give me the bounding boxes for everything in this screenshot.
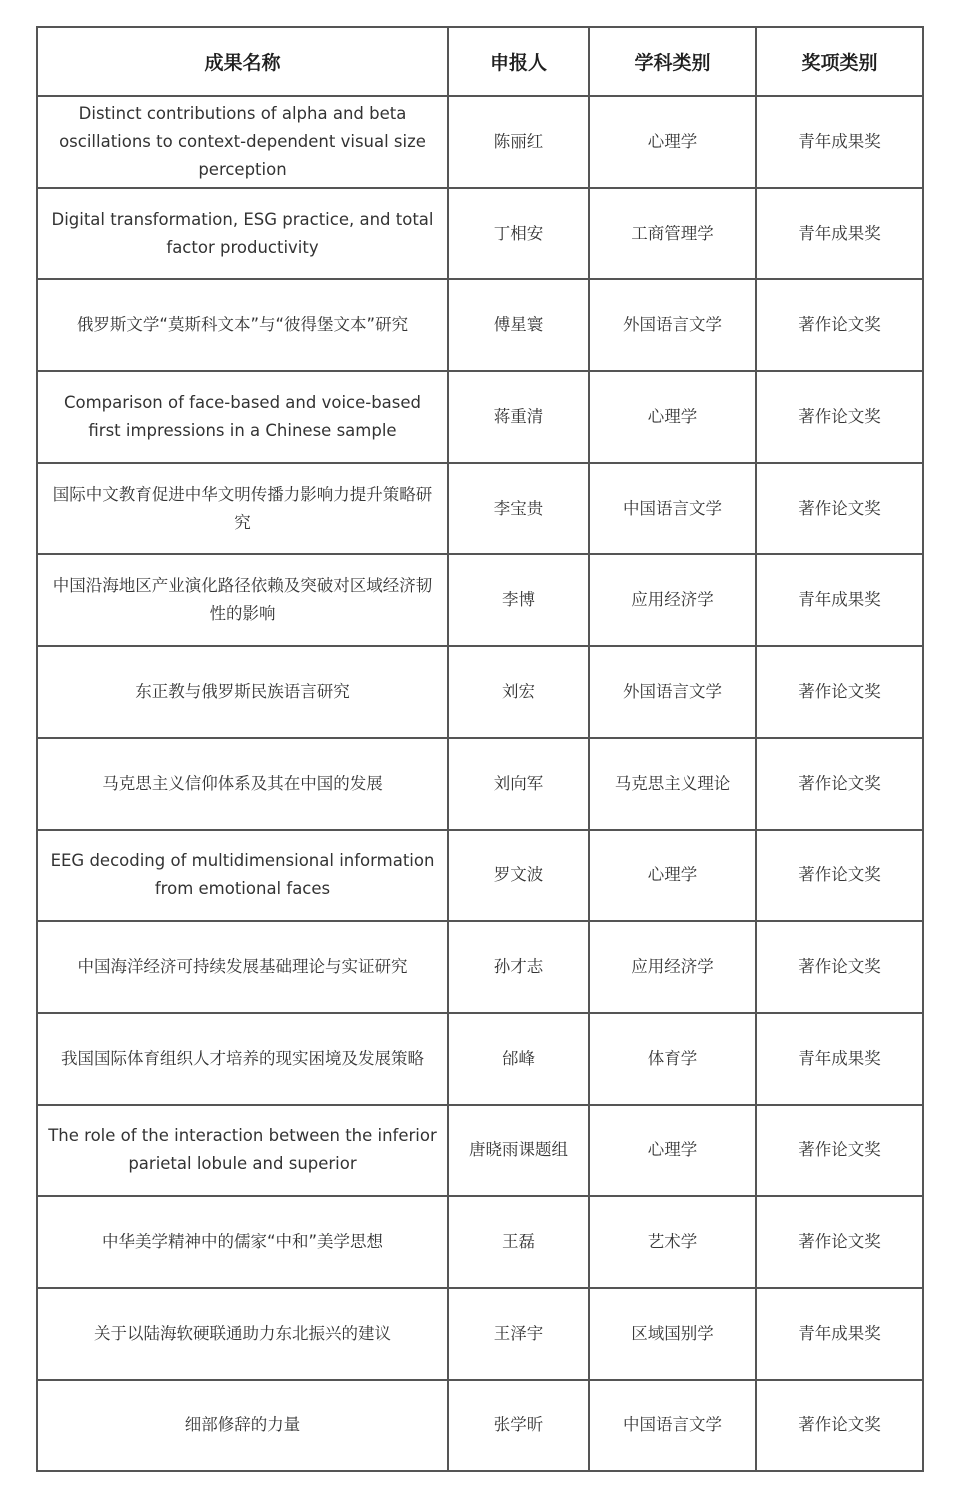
cell-award: 著作论文奖 (756, 1380, 923, 1472)
table-row (37, 1196, 923, 1288)
table-row (37, 830, 923, 922)
cell-discipline: 心理学 (589, 830, 756, 922)
cell-applicant: 李宝贵 (448, 463, 589, 555)
cell-discipline: 外国语言文学 (589, 646, 756, 738)
header-applicant: 申报人 (448, 27, 589, 96)
table-row (37, 646, 923, 738)
cell-title: 东正教与俄罗斯民族语言研究 (37, 646, 448, 738)
table-row (37, 463, 923, 555)
table-row (37, 279, 923, 371)
cell-applicant: 刘宏 (448, 646, 589, 738)
cell-title: 马克思主义信仰体系及其在中国的发展 (37, 738, 448, 830)
cell-title: 中华美学精神中的儒家“中和”美学思想 (37, 1196, 448, 1288)
cell-award: 青年成果奖 (756, 188, 923, 280)
cell-award: 著作论文奖 (756, 1105, 923, 1197)
cell-title: 细部修辞的力量 (37, 1380, 448, 1472)
cell-title: 国际中文教育促进中华文明传播力影响力提升策略研究 (37, 463, 448, 555)
cell-title: Digital transformation, ESG practice, and total factor productivity (37, 188, 448, 280)
cell-award: 著作论文奖 (756, 463, 923, 555)
cell-applicant: 刘向军 (448, 738, 589, 830)
cell-discipline: 心理学 (589, 96, 756, 188)
cell-applicant: 唐晓雨课题组 (448, 1105, 589, 1197)
table-row (37, 96, 923, 188)
cell-award: 著作论文奖 (756, 371, 923, 463)
cell-applicant: 陈丽红 (448, 96, 589, 188)
table-row (37, 1105, 923, 1197)
cell-discipline: 艺术学 (589, 1196, 756, 1288)
cell-discipline: 应用经济学 (589, 921, 756, 1013)
table-body (37, 96, 923, 1471)
cell-discipline: 马克思主义理论 (589, 738, 756, 830)
table-row (37, 1288, 923, 1380)
cell-award: 著作论文奖 (756, 1196, 923, 1288)
cell-discipline: 区域国别学 (589, 1288, 756, 1380)
header-title: 成果名称 (37, 27, 448, 96)
cell-award: 青年成果奖 (756, 554, 923, 646)
cell-award: 青年成果奖 (756, 1288, 923, 1380)
cell-title: 中国海洋经济可持续发展基础理论与实证研究 (37, 921, 448, 1013)
cell-title: Distinct contributions of alpha and beta oscillations to context-dependent visual size perception (37, 96, 448, 188)
cell-applicant: 李博 (448, 554, 589, 646)
cell-award: 青年成果奖 (756, 1013, 923, 1105)
cell-award: 著作论文奖 (756, 830, 923, 922)
cell-discipline: 中国语言文学 (589, 463, 756, 555)
header-discipline: 学科类别 (589, 27, 756, 96)
cell-award: 著作论文奖 (756, 646, 923, 738)
header-row (37, 27, 923, 96)
cell-title: The role of the interaction between the inferior parietal lobule and superior (37, 1105, 448, 1197)
table-row (37, 1380, 923, 1472)
table-row (37, 188, 923, 280)
awards-table (36, 26, 924, 1472)
cell-award: 著作论文奖 (756, 279, 923, 371)
cell-award: 著作论文奖 (756, 921, 923, 1013)
header-award: 奖项类别 (756, 27, 923, 96)
table-row (37, 921, 923, 1013)
cell-applicant: 蒋重清 (448, 371, 589, 463)
cell-discipline: 心理学 (589, 371, 756, 463)
cell-discipline: 工商管理学 (589, 188, 756, 280)
table-row (37, 1013, 923, 1105)
cell-applicant: 王磊 (448, 1196, 589, 1288)
cell-applicant: 孙才志 (448, 921, 589, 1013)
cell-applicant: 张学昕 (448, 1380, 589, 1472)
cell-discipline: 体育学 (589, 1013, 756, 1105)
cell-title: 中国沿海地区产业演化路径依赖及突破对区域经济韧性的影响 (37, 554, 448, 646)
table-row (37, 371, 923, 463)
cell-title: 俄罗斯文学“莫斯科文本”与“彼得堡文本”研究 (37, 279, 448, 371)
table-row (37, 554, 923, 646)
cell-applicant: 丁相安 (448, 188, 589, 280)
cell-discipline: 外国语言文学 (589, 279, 756, 371)
cell-applicant: 王泽宇 (448, 1288, 589, 1380)
cell-title: Comparison of face-based and voice-based first impressions in a Chinese sample (37, 371, 448, 463)
cell-applicant: 邰峰 (448, 1013, 589, 1105)
cell-discipline: 应用经济学 (589, 554, 756, 646)
cell-discipline: 心理学 (589, 1105, 756, 1197)
cell-title: EEG decoding of multidimensional information from emotional faces (37, 830, 448, 922)
cell-title: 关于以陆海软硬联通助力东北振兴的建议 (37, 1288, 448, 1380)
cell-applicant: 傅星寰 (448, 279, 589, 371)
cell-title: 我国国际体育组织人才培养的现实困境及发展策略 (37, 1013, 448, 1105)
cell-award: 著作论文奖 (756, 738, 923, 830)
cell-award: 青年成果奖 (756, 96, 923, 188)
table-row (37, 738, 923, 830)
cell-discipline: 中国语言文学 (589, 1380, 756, 1472)
cell-applicant: 罗文波 (448, 830, 589, 922)
